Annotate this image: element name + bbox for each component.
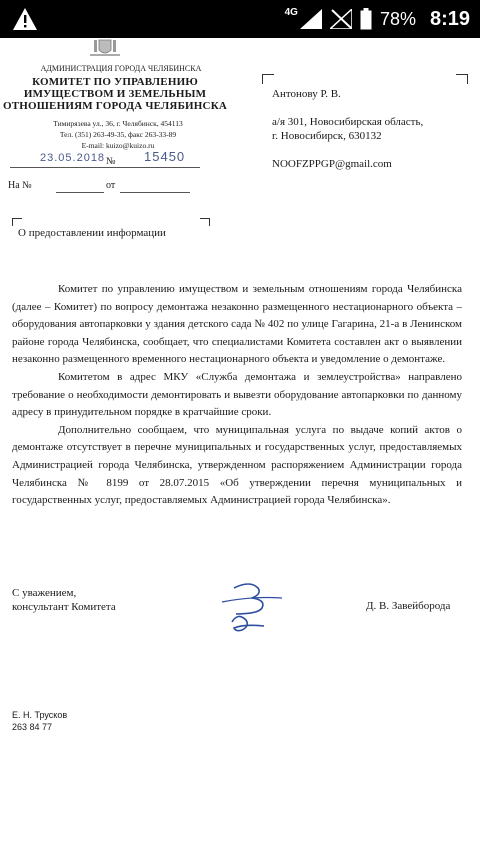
subject-bracket-left xyxy=(12,218,22,226)
clock: 8:19 xyxy=(429,7,470,30)
coat-of-arms-emblem xyxy=(88,38,122,64)
body-paragraph: Дополнительно сообщаем, что муниципальная услуга по выдаче копий актов о демонтаже отсутствует в перечне муниципальных и государственных услуг, предоставляемых Администрацией города Челябинска, утвержденном распоряжением Администрации города Челябинска № 8199 от 28.07.2015 «Об утверждении перечня муниципальных и государственных услуг, предоставляемых Администрацией города Челябинска». xyxy=(12,423,462,507)
handwritten-signature xyxy=(220,578,284,636)
letter-subject: О предоставлении информации xyxy=(18,227,166,239)
recipient-bracket-top-left xyxy=(262,74,274,84)
outgoing-date-stamp: 23.05.2018 xyxy=(40,152,106,164)
outgoing-number-stamp: 15450 xyxy=(144,149,186,164)
registration-underline xyxy=(10,167,200,168)
committee-address: Тимирязева ул., 36, г. Челябинск, 454113 xyxy=(53,119,183,128)
committee-phone: Тел. (351) 263-49-35, факс 263-33-89 xyxy=(59,130,177,139)
recipient-name: Антонову Р. В. xyxy=(272,88,341,100)
body-paragraph: Комитетом в адрес МКУ «Служба демонтажа и землеустройства» направлено требование о необходимости демонтировать и вывезти оборудование автопарковки по данному адресу в принудительном порядке в кратчайшие сроки. xyxy=(12,370,462,419)
executor-name: Е. Н. Трусков xyxy=(12,710,68,720)
warning-icon[interactable] xyxy=(12,7,38,31)
subject-bracket-right xyxy=(200,218,210,226)
document-page[interactable] xyxy=(0,38,480,854)
recipient-address-line1: а/я 301, Новосибирская область, xyxy=(272,116,424,128)
letter-body xyxy=(12,281,462,510)
number-label: № xyxy=(106,156,116,167)
closing-salutation: С уважением, xyxy=(12,587,77,599)
reply-date-label: от xyxy=(106,180,116,191)
administration-name: АДМИНИСТРАЦИЯ ГОРОДА ЧЕЛЯБИНСКА xyxy=(40,64,202,73)
status-bar xyxy=(0,0,480,38)
recipient-email: NOOFZPPGP@gmail.com xyxy=(272,158,392,170)
status-icons xyxy=(285,0,470,38)
recipient-bracket-top-right xyxy=(456,74,468,84)
signal-icon xyxy=(300,9,322,29)
committee-contacts xyxy=(18,118,218,151)
no-signal-icon xyxy=(330,9,352,29)
battery-percent: 78% xyxy=(379,8,416,29)
closing-position: консультант Комитета xyxy=(12,601,116,613)
network-type: 4G xyxy=(284,6,298,18)
closing-block xyxy=(12,586,116,614)
reply-to-number-label: На № xyxy=(8,180,32,191)
committee-email: E-mail: kuizo@kuizo.ru xyxy=(81,141,155,150)
reply-number-underline xyxy=(56,192,104,193)
executor-phone: 263 84 77 xyxy=(12,722,53,732)
recipient-address-line2: г. Новосибирск, 630132 xyxy=(272,130,382,142)
recipient-block xyxy=(272,87,472,171)
executor-block xyxy=(12,709,67,733)
committee-name: КОМИТЕТ ПО УПРАВЛЕНИЮ ИМУЩЕСТВОМ И ЗЕМЕЛЬНЫМ ОТНОШЕНИЯМ ГОРОДА ЧЕЛЯБИНСКА xyxy=(2,76,228,112)
battery-icon xyxy=(360,8,372,30)
body-paragraph: Комитет по управлению имуществом и земельным отношениям города Челябинска (далее – Комитет) по вопросу демонтажа незаконно размещенного нестационарного объекта – оборудования автопарковки у здания детского сада № 402 по улице Гагарина, 21-а в Ленинском районе города Челябинска, сообщает, что специалистами Комитета составлен акт о выявлении незаконно размещенного временного нестационарного объекта и уведомление о демонтаже. xyxy=(12,283,462,366)
signer-name: Д. В. Завейборода xyxy=(366,600,451,612)
reply-date-underline xyxy=(120,192,190,193)
